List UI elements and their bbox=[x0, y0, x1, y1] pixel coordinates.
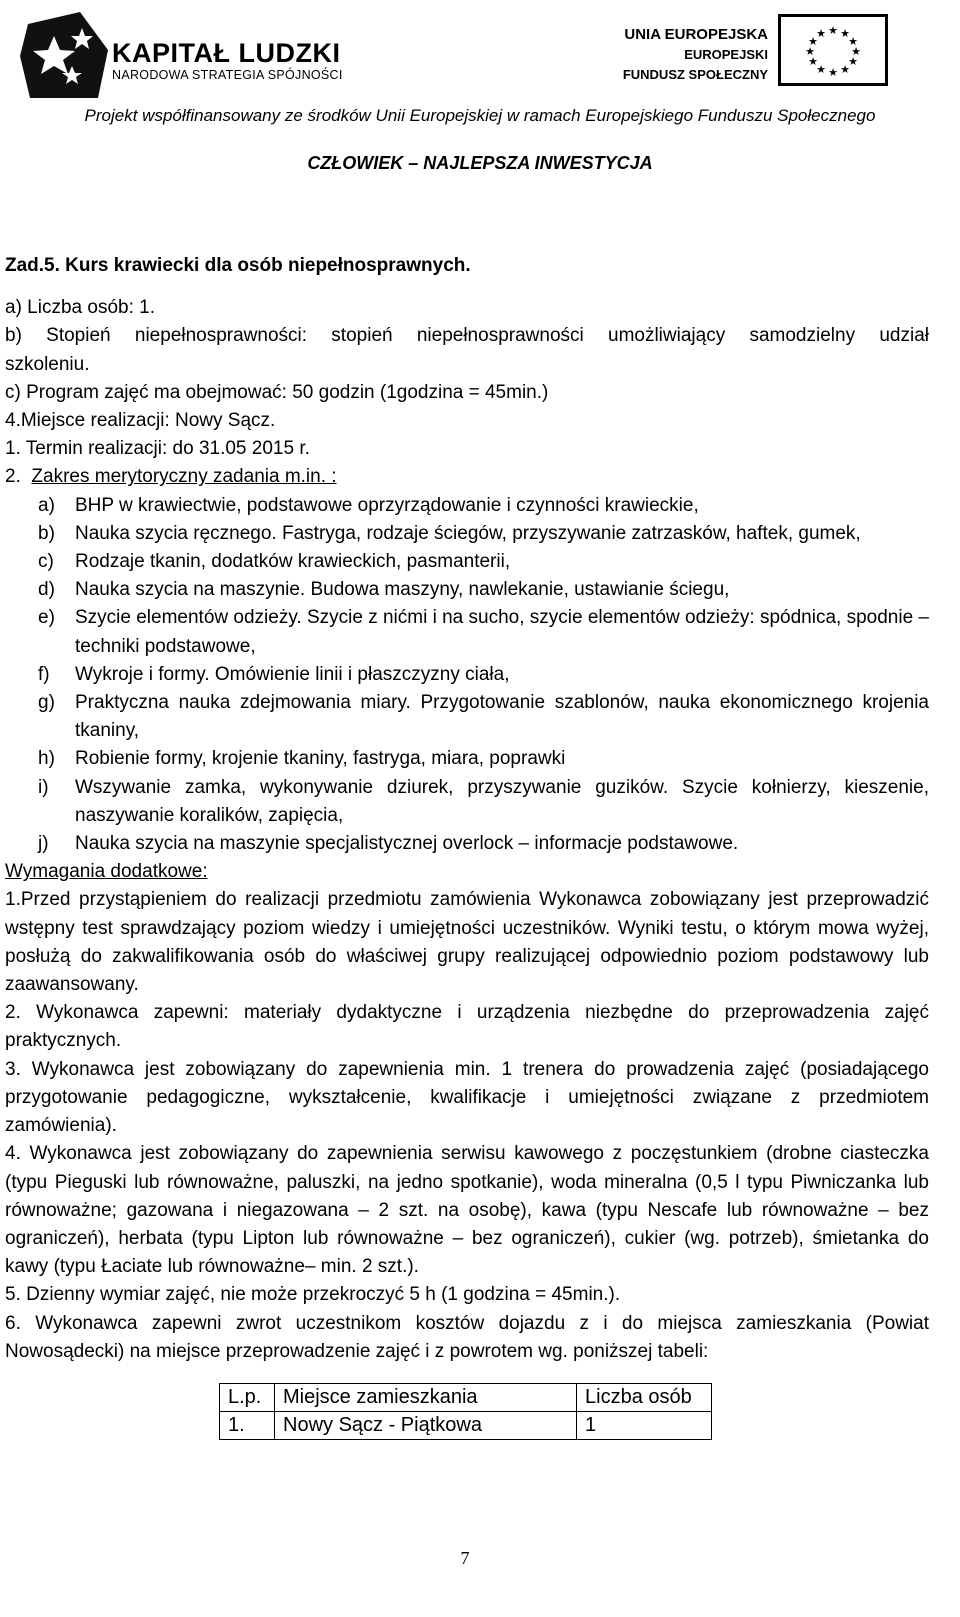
list-item-text: Robienie formy, krojenie tkaniny, fastryga, miara, poprawki bbox=[75, 748, 566, 770]
list-item bbox=[5, 745, 929, 773]
table-cell: Nowy Sącz - Piątkowa bbox=[275, 1412, 577, 1440]
list-item bbox=[5, 774, 929, 830]
list-item-label: f) bbox=[38, 663, 50, 685]
list-item-label: j) bbox=[38, 833, 49, 855]
requirement-6: 6. Wykonawca zapewni zwrot uczestnikom kosztów dojazdu z i do miejsca zamieszkania (Powiat Nowosądecki) na miejsce przeprowadzenie zajęć i z powrotem wg. poniższej tabeli: bbox=[5, 1312, 929, 1362]
project-cofinancing-line: Projekt współfinansowany ze środków Unii Europejskiej w ramach Europejskiego Funduszu Społecznego bbox=[84, 106, 876, 125]
svg-text:★: ★ bbox=[828, 24, 838, 37]
document-body bbox=[5, 252, 929, 1366]
list-item-text: Wszywanie zamka, wykonywanie dziurek, przyszywanie guzików. Szycie kołnierzy, kieszenie, naszywanie koralików, zapięcia, bbox=[75, 776, 929, 826]
svg-text:★: ★ bbox=[808, 35, 818, 48]
list-item bbox=[5, 576, 929, 604]
requirement-5: 5. Dzienny wymiar zajęć, nie może przekroczyć 5 h (1 godzina = 45min.). bbox=[5, 1284, 621, 1306]
table-header-cell: L.p. bbox=[220, 1384, 275, 1412]
list-item-label: d) bbox=[38, 579, 55, 601]
svg-text:★: ★ bbox=[851, 45, 861, 58]
list-item-text: Nauka szycia na maszynie. Budowa maszyny, nawlekanie, ustawianie ściegu, bbox=[75, 579, 730, 601]
requirement-4: 4. Wykonawca jest zobowiązany do zapewnienia serwisu kawowego z poczęstunkiem (drobne ciasteczka (typu Pieguski lub równoważne, paluszki, na jedno spotkanie), woda mineralna (0,5 l typu Piwniczanka lub równoważne; gazowana i niegazowana – 2 szt. na osobę), kawa (typu Nescafe lub równoważne – bez ograniczeń), herbata (typu Lipton lub równoważne – bez ograniczeń), cukier (wg. potrzeb), śmietanka do kawy (typu Łaciate lub równoważne– min. 2 szt.). bbox=[5, 1143, 929, 1278]
table-header-cell: Miejsce zamieszkania bbox=[275, 1384, 577, 1412]
list-item-label: b) bbox=[38, 522, 55, 544]
list-item bbox=[5, 492, 929, 520]
list-item-label: g) bbox=[38, 692, 55, 714]
list-item-text: BHP w krawiectwie, podstawowe oprzyrządowanie i czynności krawieckie, bbox=[75, 494, 699, 516]
scope-list bbox=[5, 492, 929, 859]
svg-text:★: ★ bbox=[808, 55, 818, 68]
list-item-text: Praktyczna nauka zdejmowania miary. Przygotowanie szablonów, nauka ekonomicznego krojenia tkaniny, bbox=[75, 692, 929, 742]
table-cell: 1 bbox=[577, 1412, 712, 1440]
point-c: c) Program zajęć ma obejmować: 50 godzin (1godzina = 45min.) bbox=[5, 381, 549, 403]
list-item bbox=[5, 520, 929, 548]
svg-text:★: ★ bbox=[840, 27, 850, 40]
requirement-1: 1.Przed przystąpieniem do realizacji przedmiotu zamówienia Wykonawca zobowiązany jest przeprowadzić wstępny test sprawdzający poziom wiedzy i umiejętności uczestników. Wyniki testu, o którym mowa wyżej, posłużą do zakwalifikowania osób do właściwej grupy realizującej odpowiednio poziom podstawowy lub zaawansowany. bbox=[5, 889, 929, 996]
logo-subtitle: NARODOWA STRATEGIA SPÓJNOŚCI bbox=[112, 68, 343, 82]
kapital-ludzki-logo-icon bbox=[20, 6, 120, 101]
svg-text:★: ★ bbox=[816, 27, 826, 40]
list-item-label: i) bbox=[38, 776, 49, 798]
table-cell: 1. bbox=[220, 1412, 275, 1440]
list-item-label: c) bbox=[38, 551, 54, 573]
svg-text:★: ★ bbox=[840, 63, 850, 76]
table-header-cell: Liczba osób bbox=[577, 1384, 712, 1412]
requirement-2: 2. Wykonawca zapewni: materiały dydaktyczne i urządzenia niezbędne do przeprowadzenia zajęć praktycznych. bbox=[5, 1002, 929, 1052]
eu-line-2: EUROPEJSKI bbox=[684, 47, 768, 62]
list-item-text: Rodzaje tkanin, dodatków krawieckich, pasmanterii, bbox=[75, 551, 511, 573]
point-b-line1: b) Stopień niepełnosprawności: stopień niepełnosprawności umożliwiający samodzielny udział bbox=[5, 325, 929, 347]
table-header-row bbox=[220, 1384, 712, 1412]
svg-text:★: ★ bbox=[848, 35, 858, 48]
table-row bbox=[220, 1412, 712, 1440]
scope-heading bbox=[5, 463, 929, 491]
list-item-text: Nauka szycia na maszynie specjalistycznej overlock – informacje podstawowe. bbox=[75, 833, 739, 855]
list-item-text: Nauka szycia ręcznego. Fastryga, rodzaje ściegów, przyszywanie zatrzasków, haftek, gumek, bbox=[75, 522, 861, 544]
term: 1. Termin realizacji: do 31.05 2015 r. bbox=[5, 438, 310, 460]
svg-text:★: ★ bbox=[805, 45, 815, 58]
section-title: Zad.5. Kurs krawiecki dla osób niepełnosprawnych. bbox=[5, 255, 471, 276]
list-item bbox=[5, 689, 929, 745]
point-b-line2: szkoleniu. bbox=[5, 353, 90, 375]
svg-text:★: ★ bbox=[828, 66, 838, 79]
list-item-label: e) bbox=[38, 607, 55, 629]
page-number: 7 bbox=[460, 1548, 470, 1568]
svg-text:★: ★ bbox=[816, 63, 826, 76]
list-item-text: Szycie elementów odzieży. Szycie z nićmi i na sucho, szycie elementów odzieży: spódnica, spodnie – techniki podstawowe, bbox=[75, 607, 929, 657]
participants-table bbox=[219, 1383, 712, 1440]
list-item-label: h) bbox=[38, 748, 55, 770]
additional-requirements-heading: Wymagania dodatkowe: bbox=[5, 861, 208, 883]
list-item bbox=[5, 830, 929, 858]
eu-line-1: UNIA EUROPEJSKA bbox=[624, 26, 768, 43]
eu-label bbox=[623, 25, 768, 85]
svg-text:★: ★ bbox=[848, 55, 858, 68]
eu-line-3: FUNDUSZ SPOŁECZNY bbox=[622, 67, 768, 82]
logo-title: KAPITAŁ LUDZKI bbox=[112, 38, 341, 68]
scope-label: Zakres merytoryczny zadania m.in. : bbox=[31, 466, 337, 488]
point-a: a) Liczba osób: 1. bbox=[5, 297, 155, 319]
place: 4.Miejsce realizacji: Nowy Sącz. bbox=[5, 410, 276, 432]
list-item bbox=[5, 548, 929, 576]
list-item-text: Wykroje i formy. Omówienie linii i płaszczyzny ciała, bbox=[75, 663, 510, 685]
motto: CZŁOWIEK – NAJLEPSZA INWESTYCJA bbox=[307, 153, 653, 173]
list-item bbox=[5, 661, 929, 689]
list-item bbox=[5, 604, 929, 660]
scope-number: 2. bbox=[5, 466, 32, 488]
requirement-3: 3. Wykonawca jest zobowiązany do zapewnienia min. 1 trenera do prowadzenia zajęć (posiadającego przygotowanie pedagogiczne, wykształcenie, kwalifikacje i umiejętności związane z przedmiotem zamówienia). bbox=[5, 1058, 929, 1137]
list-item-label: a) bbox=[38, 494, 55, 516]
eu-flag-icon bbox=[778, 14, 888, 86]
